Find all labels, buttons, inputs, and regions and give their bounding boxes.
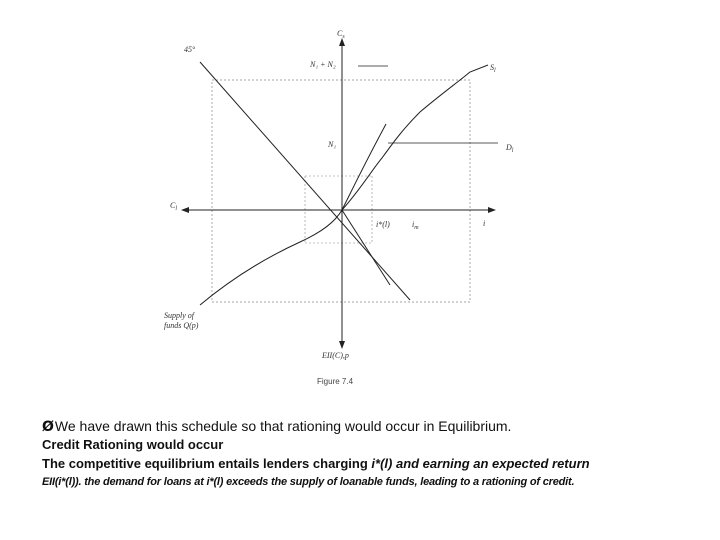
i-star-label: i*(l) <box>376 220 390 229</box>
d-l-label: $D_l$ <box>506 143 514 154</box>
axis-bottom-label: EII(C),p <box>322 351 349 360</box>
n1n2-label: N₁ + N₂ <box>310 60 336 69</box>
axis-top-label: $C_s$ <box>337 29 345 40</box>
bullet-text: We have drawn this schedule so that rationing would occur in Equilibrium. <box>54 418 512 434</box>
bullet-text-line <box>42 418 511 435</box>
curve-s-l <box>342 65 488 210</box>
supply-label-line1: Supply of <box>164 311 194 320</box>
bullet-arrow-icon: Ø <box>42 419 54 435</box>
line-45-label: 45° <box>184 45 196 54</box>
s-l-label: $S_l$ <box>490 63 496 74</box>
line-45-degree <box>200 62 410 300</box>
figure-caption: Figure 7.4 <box>317 377 354 386</box>
axis-right-label: i <box>483 219 486 228</box>
vertical-axis-arrow-down <box>339 341 345 349</box>
demand-exceeds-text: EII(i*(l)). the demand for loans at i*(l) exceeds the supply of loanable funds, leading to a rationing of credit. <box>42 476 575 488</box>
i-m-label: $i_m$ <box>412 220 419 231</box>
horizontal-axis-arrow-left <box>181 207 189 213</box>
equilibrium-text <box>42 456 590 471</box>
supply-label-line2: funds Q(p) <box>164 321 199 330</box>
heading-credit-rationing: Credit Rationing would occur <box>42 437 224 452</box>
horizontal-axis-arrow-right <box>488 207 496 213</box>
n1-label: N₁ <box>328 140 337 149</box>
axis-left-label: $C_l$ <box>170 201 178 212</box>
curve-supply-of-funds <box>200 124 386 305</box>
equilibrium-text-b: i*(l) and earning an expected return <box>371 456 590 471</box>
equilibrium-text-a: The competitive equilibrium entails lenders charging <box>42 456 372 471</box>
